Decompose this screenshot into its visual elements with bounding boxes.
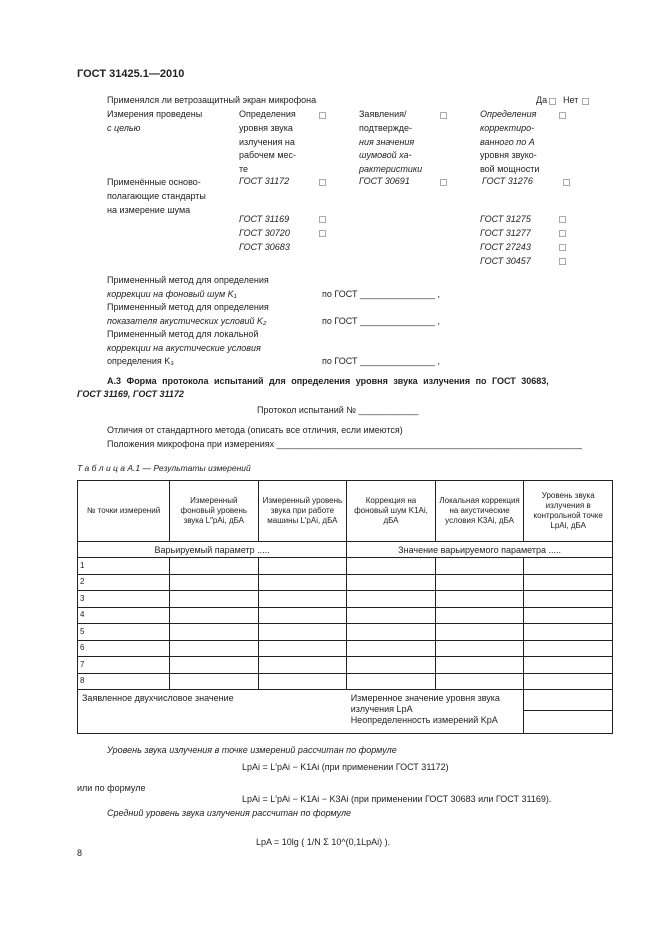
purpose-checkbox-2[interactable] [440, 112, 447, 119]
purpose-checkbox-3[interactable] [559, 112, 566, 119]
col-header: Локальная коррекция на акустические условия K3Ai, дБА [435, 481, 524, 542]
no-checkbox[interactable] [582, 98, 589, 105]
formula-3-intro: Средний уровень звука излучения рассчитан по формуле [107, 808, 352, 818]
formula-3: LpA = 10lg ( 1/N Σ 10^(0,1LpAi) ). [256, 837, 391, 847]
std-checkbox[interactable] [559, 216, 566, 223]
std-31172: ГОСТ 31172 [239, 176, 290, 186]
purpose-checkbox-1[interactable] [319, 112, 326, 119]
or-formula: или по формуле [77, 783, 146, 793]
wind-question: Применялся ли ветрозащитный экран микрофона [107, 95, 317, 105]
col-header: Измеренный фоновый уровень звука L″pAi, дБА [170, 481, 259, 542]
std-30691: ГОСТ 30691 [359, 176, 410, 186]
row-number: 2 [78, 574, 170, 591]
page-number: 8 [77, 848, 83, 858]
row-number: 1 [78, 558, 170, 575]
col-header: Измеренный уровень звука при работе машины L′pAi, дБА [258, 481, 347, 542]
std-checkbox[interactable] [319, 230, 326, 237]
purpose-label: Измерения проведены [107, 109, 203, 119]
std-31276: ГОСТ 31276 [482, 176, 533, 186]
col-header: Коррекция на фоновый шум K1Ai, дБА [347, 481, 436, 542]
declared-value: Заявленное двухчисловое значение [78, 690, 347, 734]
differences-line: Отличия от стандартного метода (описать все отличия, если имеются) [107, 425, 403, 435]
mic-positions: Положения микрофона при измерениях _____________________________________________________________ [107, 439, 582, 449]
doc-header: ГОСТ 31425.1—2010 [77, 68, 185, 80]
measured-block: Измеренное значение уровня звука излучения LpA Неопределенность измерений KpA [347, 690, 524, 734]
col-header: Уровень звука излучения в контрольной точке LpAi, дБА [524, 481, 613, 542]
section-title: А.3 Форма протокола испытаний для определения уровня звука излучения по ГОСТ 30683, [107, 376, 549, 386]
yes-label: Да [536, 95, 548, 105]
std-checkbox[interactable] [440, 179, 447, 186]
yes-checkbox[interactable] [549, 98, 556, 105]
varied-value: Значение варьируемого параметра ..... [347, 542, 613, 558]
gost-field-k2[interactable]: по ГОСТ _______________ , [322, 316, 441, 326]
formula-1: LpAi = L′pAi − K1Ai (при применении ГОСТ 31172) [242, 762, 449, 772]
methods-block: Примененный метод для определения коррекции на фоновый шум K₁ Примененный метод для определения показателя акустических условий K₂ Примененный метод для локальной коррекции на акустические условия определения K₃ [107, 275, 269, 366]
purpose-option-1: Определения уровня звука излучения на рабочем мес- те [239, 109, 297, 175]
std-list-3: ГОСТ 31275 ГОСТ 31277 ГОСТ 27243 ГОСТ 30457 [480, 214, 531, 266]
formula-2: LpAi = L′pAi − K1Ai − K3Ai (при применении ГОСТ 30683 или ГОСТ 31169). [242, 794, 552, 804]
std-checkbox[interactable] [563, 179, 570, 186]
row-number: 5 [78, 624, 170, 641]
col-header: № точки измерений [78, 481, 170, 542]
std-list-1: ГОСТ 31169 ГОСТ 30720 ГОСТ 30683 [239, 214, 290, 252]
purpose-label-2: с целью [107, 123, 141, 133]
row-number: 7 [78, 657, 170, 674]
std-checkbox[interactable] [559, 258, 566, 265]
row-number: 6 [78, 640, 170, 657]
no-label: Нет [563, 95, 579, 105]
gost-field-k3[interactable]: по ГОСТ _______________ , [322, 356, 441, 366]
purpose-option-3: Определения корректиро- ванного по А уровня звуко- вой мощности [480, 109, 540, 175]
std-checkbox[interactable] [559, 244, 566, 251]
row-number: 8 [78, 673, 170, 690]
row-number: 3 [78, 591, 170, 608]
gost-field-k1[interactable]: по ГОСТ _______________ , [322, 289, 441, 299]
row-number: 4 [78, 607, 170, 624]
table-caption: Т а б л и ц а А.1 — Результаты измерений [77, 463, 251, 473]
results-table [77, 480, 613, 734]
purpose-option-2: Заявления/ подтвержде- ния значения шумовой ха- рактеристики [359, 109, 423, 175]
varied-parameter: Варьируемый параметр ..... [78, 542, 347, 558]
protocol-number: Протокол испытаний № ____________ [257, 405, 419, 415]
standards-label: Применённые осново- полагающие стандарты на измерение шума [107, 177, 206, 215]
section-title-2: ГОСТ 31169, ГОСТ 31172 [77, 389, 184, 399]
std-checkbox[interactable] [319, 216, 326, 223]
std-checkbox[interactable] [319, 179, 326, 186]
std-checkbox[interactable] [559, 230, 566, 237]
formula-1-intro: Уровень звука излучения в точке измерений рассчитан по формуле [107, 745, 397, 755]
